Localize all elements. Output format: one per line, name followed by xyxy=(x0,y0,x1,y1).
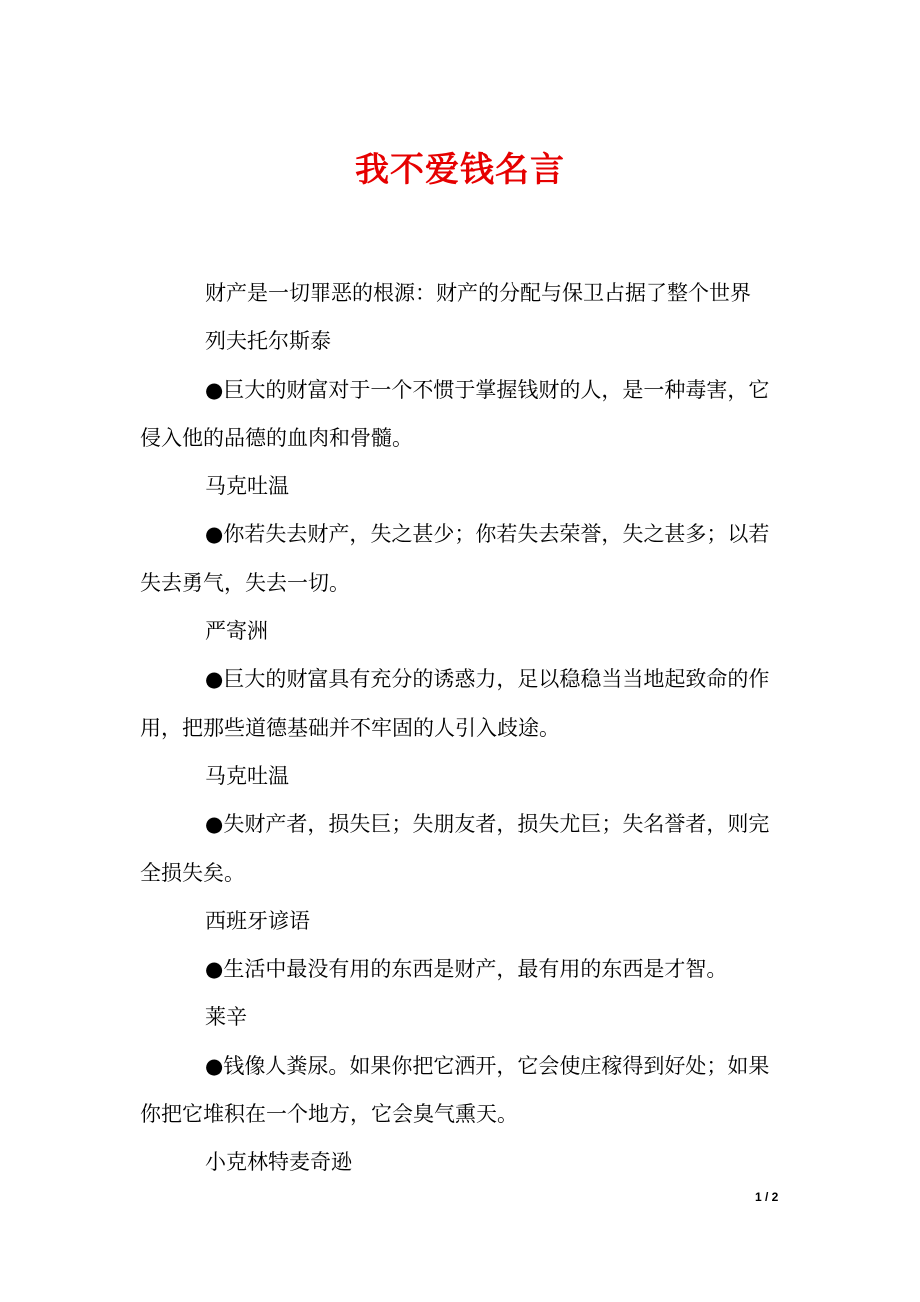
text-line: 莱辛 xyxy=(205,1005,247,1030)
text-line: ●你若失去财产，失之甚少；你若失去荣誉，失之甚多；以若 xyxy=(205,522,770,547)
text-line: ●失财产者，损失巨；失朋友者，损失尤巨；失名誉者，则完 xyxy=(205,812,770,837)
text-line: 列夫托尔斯泰 xyxy=(205,329,331,354)
text-line: 你把它堆积在一个地方，它会臭气熏天。 xyxy=(140,1102,518,1127)
text-line: ●生活中最没有用的东西是财产，最有用的东西是才智。 xyxy=(205,957,728,982)
paragraph xyxy=(140,469,785,517)
page-number: 1 / 2 xyxy=(755,1190,779,1204)
text-line: 马克吐温 xyxy=(205,763,289,788)
text-line: 马克吐温 xyxy=(205,474,289,499)
paragraph xyxy=(140,517,785,614)
paragraph xyxy=(140,1145,785,1193)
text-line: ●钱像人粪尿。如果你把它洒开，它会使庄稼得到好处；如果 xyxy=(205,1053,770,1078)
paragraph xyxy=(140,759,785,807)
text-line: 西班牙谚语 xyxy=(205,908,310,933)
text-line: 严寄洲 xyxy=(205,619,268,644)
text-line: 小克林特麦奇逊 xyxy=(205,1150,352,1175)
paragraph xyxy=(140,1000,785,1048)
paragraph xyxy=(140,373,785,470)
text-line: 财产是一切罪恶的根源：财产的分配与保卫占据了整个世界 xyxy=(205,281,751,305)
paragraph xyxy=(140,1049,785,1146)
text-line: 失去勇气，失去一切。 xyxy=(140,570,350,595)
document-title: 我不爱钱名言 xyxy=(355,150,565,190)
text-line: 侵入他的品德的血肉和骨髓。 xyxy=(140,425,413,450)
paragraph xyxy=(140,952,785,1000)
paragraph xyxy=(140,324,785,372)
paragraph xyxy=(140,807,785,904)
paragraph xyxy=(140,276,785,324)
document-body xyxy=(140,276,785,1194)
paragraph xyxy=(140,662,785,759)
paragraph xyxy=(140,904,785,952)
paragraph xyxy=(140,614,785,662)
text-line: 用，把那些道德基础并不牢固的人引入歧途。 xyxy=(140,715,560,740)
text-line: ●巨大的财富具有充分的诱惑力，足以稳稳当当地起致命的作 xyxy=(205,667,770,692)
text-line: 全损失矣。 xyxy=(140,860,245,885)
text-line: ●巨大的财富对于一个不惯于掌握钱财的人，是一种毒害，它 xyxy=(205,377,770,402)
